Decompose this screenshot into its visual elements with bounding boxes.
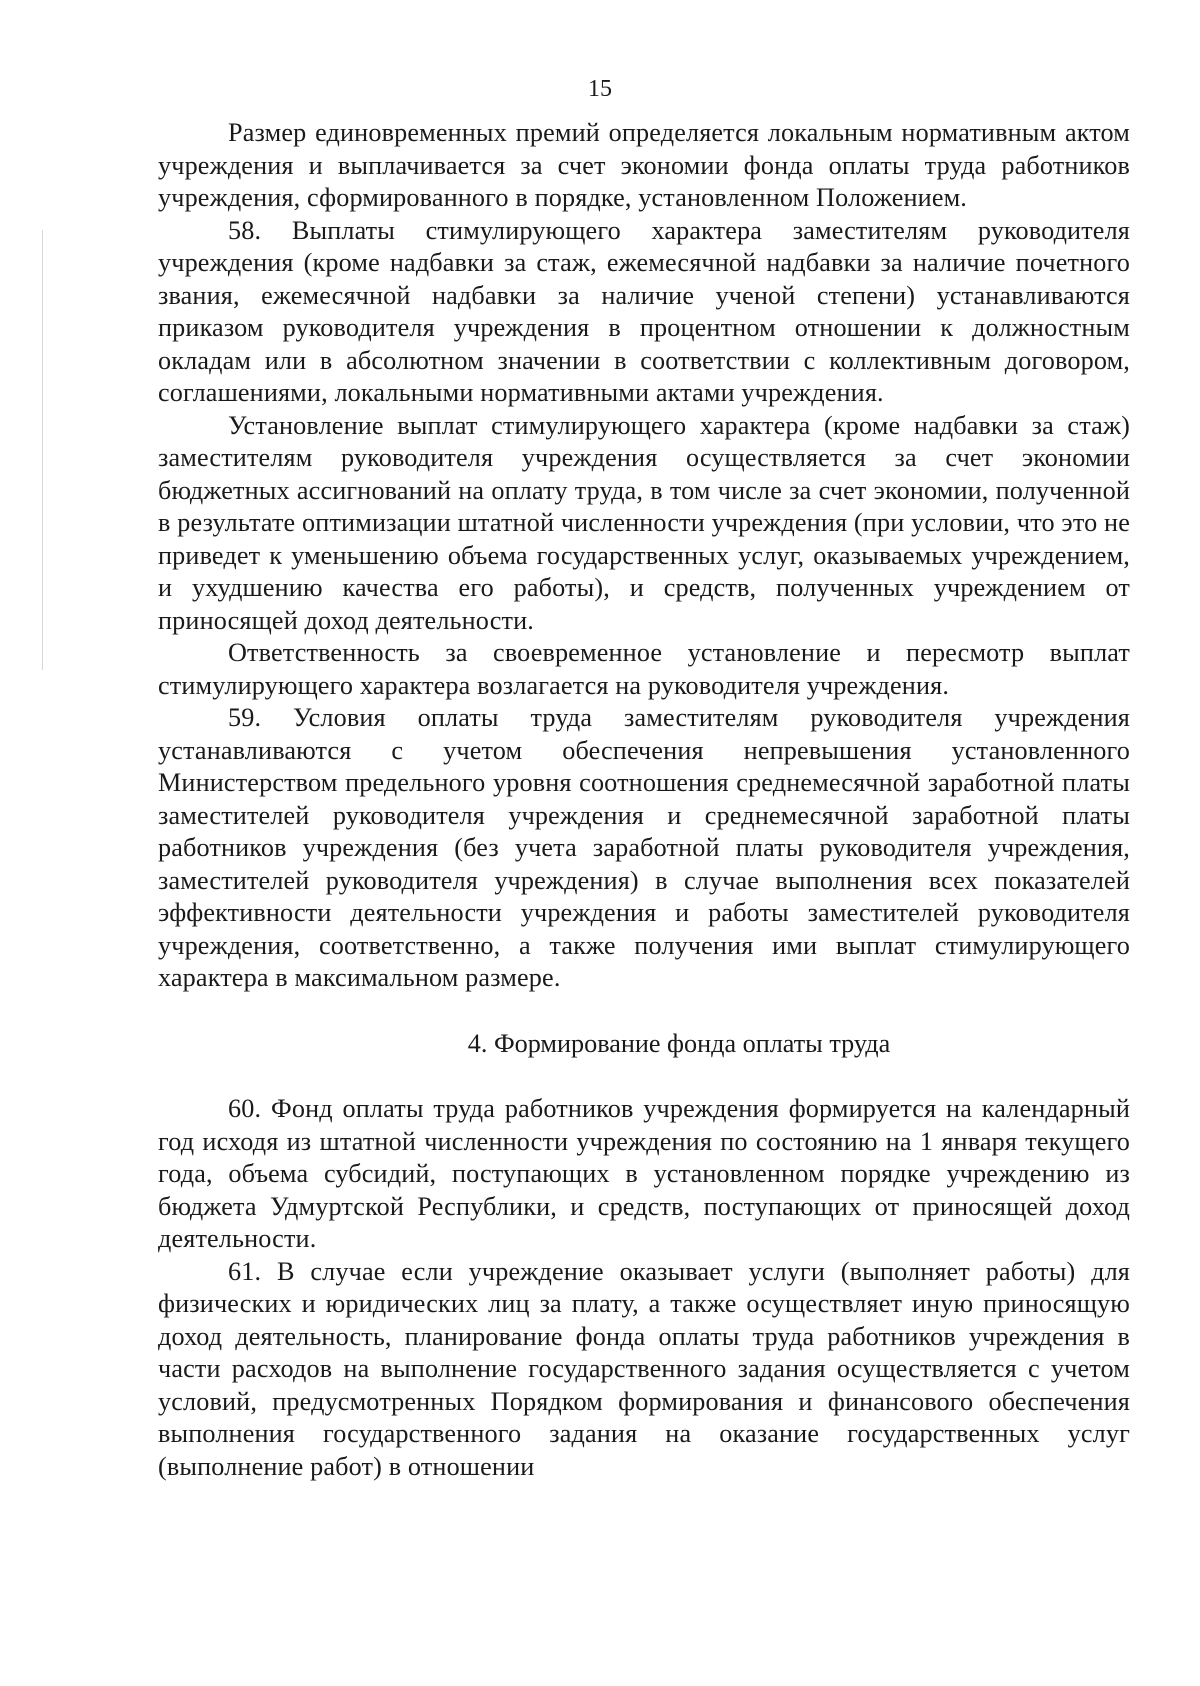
page-number: 15 bbox=[588, 76, 612, 102]
paragraph-bonus-size: Размер единовременных премий определяется локальным нормативным актом учреждения и выплачивается за счет экономии фонда оплаты труда работников учреждения, сформированного в порядке, установленном Положением. bbox=[158, 118, 1130, 212]
paragraph-responsibility: Ответственность за своевременное установление и пересмотр выплат стимулирующего характера возлагается на руководителя учреждения. bbox=[158, 638, 1130, 700]
scan-margin-line bbox=[42, 230, 43, 670]
paragraph-60: 60. Фонд оплаты труда работников учреждения формируется на календарный год исходя из штатной численности учреждения по состоянию на 1 января текущего года, объема субсидий, поступающих в установленном порядке учреждению из бюджета Удмуртской Республики, и средств, поступающих от приносящей доход деятельности. bbox=[158, 1094, 1130, 1253]
paragraph-58: 58. Выплаты стимулирующего характера заместителям руководителя учреждения (кроме надбавки за стаж, ежемесячной надбавки за наличие почетного звания, ежемесячной надбавки за наличие ученой степени) устанавливаются приказом руководителя учреждения в процентном отношении к должностным окладам или в абсолютном значении в соответствии с коллективным договором, соглашениями, локальными нормативными актами учреждения. bbox=[158, 215, 1130, 407]
section-heading: 4. Формирование фонда оплаты труда bbox=[467, 1028, 891, 1058]
document-body bbox=[158, 117, 1130, 1483]
paragraph-incentive-payments: Установление выплат стимулирующего характера (кроме надбавки за стаж) заместителям руководителя учреждения осуществляется за счет экономии бюджетных ассигнований на оплату труда, в том числе за счет экономии, полученной в результате оптимизации штатной численности учреждения (при условии, что это не приведет к уменьшению объема государственных услуг, оказываемых учреждением, и ухудшению качества его работы), и средств, полученных учреждением от приносящей доход деятельности. bbox=[158, 410, 1130, 635]
paragraph-61: 61. В случае если учреждение оказывает услуги (выполняет работы) для физических и юридических лиц за плату, а также осуществляет иную приносящую доход деятельность, планирование фонда оплаты труда работников учреждения в части расходов на выполнение государственного задания осуществляется с учетом условий, предусмотренных Порядком формирования и финансового обеспечения выполнения государственного задания на оказание государственных услуг (выполнение работ) в отношении bbox=[158, 1256, 1130, 1481]
paragraph-59: 59. Условия оплаты труда заместителям руководителя учреждения устанавливаются с учетом обеспечения непревышения установленного Министерством предельного уровня соотношения среднемесячной заработной платы заместителей руководителя учреждения и среднемесячной заработной платы работников учреждения (без учета заработной платы руководителя учреждения, заместителей руководителя учреждения) в случае выполнения всех показателей эффективности деятельности учреждения и работы заместителей руководителя учреждения, соответственно, а также получения ими выплат стимулирующего характера в максимальном размере. bbox=[158, 703, 1130, 992]
